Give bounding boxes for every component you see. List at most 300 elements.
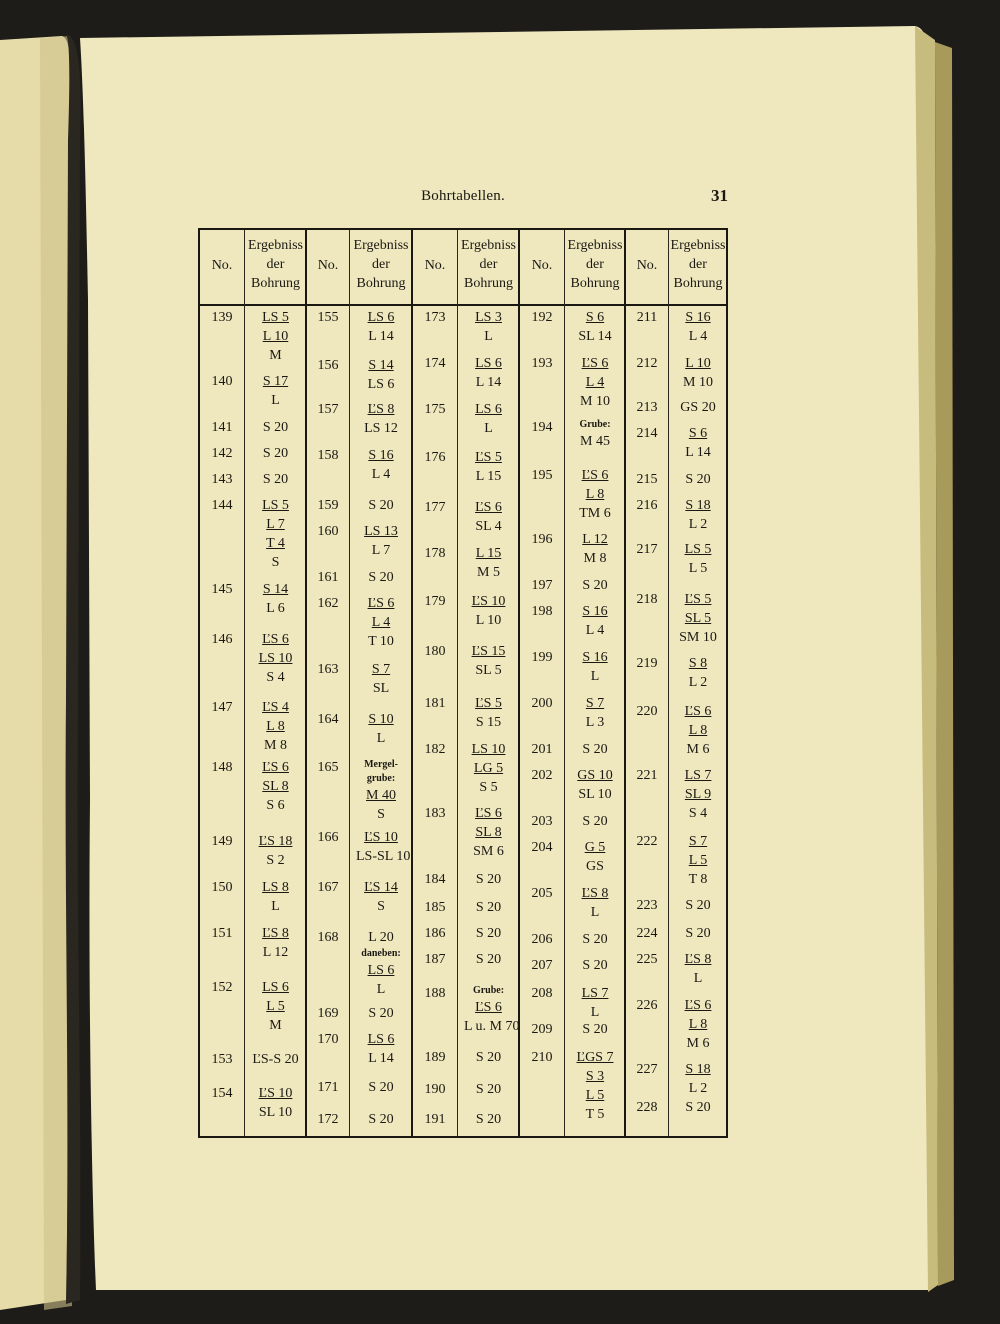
result-line (570, 373, 620, 392)
boring-number: 155 (317, 310, 339, 325)
boring-number: 199 (531, 650, 553, 665)
result-text: S 20 (262, 472, 289, 487)
result-line (250, 327, 301, 346)
result-text: L u. M 70 (464, 1019, 520, 1034)
boring-number: 210 (531, 1050, 553, 1065)
result-line (463, 870, 514, 889)
result-text: S 4 (266, 670, 285, 685)
result-line (570, 530, 620, 549)
result-line (674, 969, 722, 988)
boring-number: 206 (531, 932, 553, 947)
boring-number: 176 (424, 450, 446, 465)
boring-number: 168 (317, 930, 339, 945)
result-line (674, 950, 722, 969)
result-text: S 20 (368, 1112, 394, 1127)
boring-result (463, 1080, 514, 1099)
result-line (570, 418, 620, 432)
boring-number: 222 (636, 834, 658, 849)
result-text: ĽS 6 (684, 704, 712, 719)
result-line (674, 443, 722, 462)
boring-number: 174 (424, 356, 446, 371)
result-text: SL 8 (475, 825, 502, 840)
result-text: S 14 (368, 358, 394, 373)
result-line (570, 485, 620, 504)
boring-number: 187 (424, 952, 446, 967)
result-line (250, 717, 301, 736)
result-text: L 12 (582, 532, 608, 547)
result-text: M 5 (477, 565, 500, 580)
result-text: M 40 (366, 788, 396, 803)
result-line (250, 851, 301, 870)
result-line (570, 984, 620, 1003)
result-text: grube: (366, 773, 396, 784)
result-line (463, 498, 514, 517)
header-word: Ergebniss (461, 238, 516, 253)
result-text: L 8 (688, 723, 708, 738)
result-text: L 4 (585, 375, 605, 390)
boring-result (355, 400, 407, 438)
boring-result (570, 838, 620, 876)
boring-number: 153 (211, 1052, 233, 1067)
result-line (250, 391, 301, 410)
boring-number: 221 (636, 768, 658, 783)
result-text: LS 5 (684, 542, 712, 557)
boring-number: 140 (211, 374, 233, 389)
boring-number: 227 (636, 1062, 658, 1077)
result-text: S 20 (475, 1082, 502, 1097)
boring-result (674, 354, 722, 392)
result-text: S 20 (582, 958, 608, 973)
result-line (463, 998, 514, 1017)
result-line (570, 648, 620, 667)
result-text: S 18 (685, 1062, 711, 1077)
header-word: Bohrung (673, 276, 723, 291)
result-line (674, 1079, 722, 1098)
result-text: S 4 (688, 806, 708, 821)
boring-number: 214 (636, 426, 658, 441)
result-line (674, 373, 722, 392)
result-line (463, 467, 514, 486)
boring-result (674, 702, 722, 759)
result-line (674, 515, 722, 534)
boring-result (674, 654, 722, 692)
result-line (674, 740, 722, 759)
boring-number: 186 (424, 926, 446, 941)
result-text: L (590, 669, 600, 684)
result-text: L 15 (475, 469, 502, 484)
result-text: S 20 (582, 1022, 608, 1037)
result-text: S 20 (475, 952, 502, 967)
result-line (674, 896, 722, 915)
boring-result (355, 710, 407, 748)
boring-result (570, 1048, 620, 1124)
result-line (355, 308, 407, 327)
boring-number: 184 (424, 872, 446, 887)
result-line (463, 327, 514, 346)
result-text: S 6 (266, 798, 285, 813)
result-line (463, 950, 514, 969)
result-text: ĽS 6 (475, 806, 502, 821)
result-line (355, 400, 407, 419)
result-text: L 5 (688, 561, 708, 576)
boring-number: 203 (531, 814, 553, 829)
result-line (674, 308, 722, 327)
result-line (570, 354, 620, 373)
boring-number: 169 (317, 1006, 339, 1021)
result-line (250, 534, 301, 553)
result-text: S (377, 899, 385, 914)
result-text: S 7 (688, 834, 708, 849)
result-line (250, 346, 301, 365)
result-text: L 4 (688, 329, 708, 344)
result-text: L 8 (688, 1017, 708, 1032)
header-no: No. (531, 258, 553, 273)
result-text: ĽS 18 (258, 834, 293, 849)
boring-result (463, 592, 514, 630)
result-text: SL 10 (258, 1105, 293, 1120)
result-text: LS 13 (364, 524, 398, 539)
boring-number: 211 (636, 310, 658, 325)
result-text: LS 6 (262, 980, 289, 995)
result-text: SL 14 (578, 329, 612, 344)
result-line (250, 470, 301, 489)
result-line (570, 956, 620, 975)
result-text: T 8 (688, 872, 708, 887)
boring-number: 215 (636, 472, 658, 487)
result-line (250, 1084, 301, 1103)
result-line (463, 308, 514, 327)
boring-number: 204 (531, 840, 553, 855)
result-text: S 3 (585, 1069, 605, 1084)
boring-number: 217 (636, 542, 658, 557)
result-line (355, 375, 407, 394)
result-text: S 20 (685, 926, 711, 941)
result-line (355, 947, 407, 961)
result-text: ĽS 8 (684, 952, 712, 967)
boring-result (250, 580, 301, 618)
boring-result (463, 448, 514, 486)
result-line (674, 628, 722, 647)
boring-number: 192 (531, 310, 553, 325)
result-line (674, 851, 722, 870)
boring-result (674, 950, 722, 988)
boring-result (355, 928, 407, 999)
boring-number: 172 (317, 1112, 339, 1127)
result-line (570, 903, 620, 922)
result-line (570, 1048, 620, 1067)
result-text: SL 5 (684, 611, 712, 626)
result-line (570, 838, 620, 857)
boring-number: 152 (211, 980, 233, 995)
boring-number: 146 (211, 632, 233, 647)
header-word: Ergebniss (248, 238, 303, 253)
boring-result (463, 950, 514, 969)
boring-result (570, 956, 620, 975)
boring-result (570, 1020, 620, 1039)
boring-number: 198 (531, 604, 553, 619)
boring-result (250, 372, 301, 410)
boring-number: 163 (317, 662, 339, 677)
boring-result (250, 878, 301, 916)
result-line (250, 418, 301, 437)
result-line (674, 424, 722, 443)
header-word: der (689, 257, 707, 272)
boring-number: 207 (531, 958, 553, 973)
result-line (570, 1086, 620, 1105)
result-text: S 16 (582, 604, 608, 619)
result-line (570, 1020, 620, 1039)
result-text: GS 20 (680, 400, 716, 415)
result-text: LS 7 (581, 986, 609, 1001)
result-line (570, 785, 620, 804)
result-text: S 20 (582, 932, 608, 947)
boring-result (463, 354, 514, 392)
result-text: L 10 (475, 613, 502, 628)
boring-number: 190 (424, 1082, 446, 1097)
result-line (355, 496, 407, 515)
result-text: L 14 (685, 445, 711, 460)
result-line (463, 611, 514, 630)
boring-result (570, 694, 620, 732)
boring-result (355, 878, 407, 916)
boring-number: 220 (636, 704, 658, 719)
result-line (250, 496, 301, 515)
result-line (674, 996, 722, 1015)
result-text: S (271, 555, 280, 570)
boring-number: 209 (531, 1022, 553, 1037)
result-line (570, 740, 620, 759)
boring-result (674, 996, 722, 1053)
result-line (250, 978, 301, 997)
result-line (250, 943, 301, 962)
result-line (463, 563, 514, 582)
result-line (355, 594, 407, 613)
boring-number: 167 (317, 880, 339, 895)
result-text: L (271, 393, 280, 408)
result-text: S 20 (475, 872, 502, 887)
boring-result (674, 766, 722, 823)
result-text: LS 10 (471, 742, 506, 757)
boring-number: 165 (317, 760, 339, 775)
result-line (355, 961, 407, 980)
result-text: ĽS 10 (471, 594, 506, 609)
result-text: M 45 (580, 434, 610, 449)
page-header (198, 188, 728, 208)
boring-result (674, 1098, 722, 1117)
result-text: T 4 (266, 536, 285, 551)
result-text: M 6 (686, 1036, 710, 1051)
boring-result (674, 496, 722, 534)
result-text: SL 9 (684, 787, 712, 802)
boring-result (570, 354, 620, 411)
result-text: L 4 (371, 615, 391, 630)
header-word: der (266, 257, 285, 272)
result-line (463, 898, 514, 917)
result-line (355, 613, 407, 632)
boring-result (570, 466, 620, 523)
result-text: S 6 (585, 310, 605, 325)
result-line (463, 778, 514, 797)
result-line (463, 400, 514, 419)
result-line (250, 997, 301, 1016)
result-line (463, 1110, 514, 1129)
boring-result (570, 884, 620, 922)
result-line (570, 466, 620, 485)
result-text: daneben: (361, 948, 401, 959)
result-text: SL 8 (262, 779, 289, 794)
result-line (463, 694, 514, 713)
header-divider (200, 304, 726, 306)
boring-number: 208 (531, 986, 553, 1001)
boring-number: 162 (317, 596, 339, 611)
column-divider (564, 230, 565, 1136)
boring-number: 205 (531, 886, 553, 901)
result-line (250, 758, 301, 777)
boring-number: 147 (211, 700, 233, 715)
result-text: M 8 (583, 551, 607, 566)
result-line (570, 576, 620, 595)
result-line (674, 766, 722, 785)
result-text: SL 10 (578, 787, 612, 802)
result-text: Mergel- (364, 759, 398, 770)
boring-number: 212 (636, 356, 658, 371)
result-line (355, 772, 407, 786)
result-text: L 14 (368, 1051, 394, 1066)
column-divider (349, 230, 350, 1136)
boring-number: 183 (424, 806, 446, 821)
boring-result (674, 308, 722, 346)
header-word: Ergebniss (567, 238, 623, 253)
result-line (674, 721, 722, 740)
result-line (674, 590, 722, 609)
boring-result (463, 400, 514, 438)
boring-number: 143 (211, 472, 233, 487)
result-text: L (590, 905, 600, 920)
result-line (250, 1103, 301, 1122)
result-text: SM 10 (679, 630, 717, 645)
result-text: ĽS 5 (475, 450, 502, 465)
result-line (570, 713, 620, 732)
boring-result (250, 924, 301, 962)
boring-number: 181 (424, 696, 446, 711)
result-text: S 7 (585, 696, 605, 711)
result-text: GS 10 (577, 768, 613, 783)
boring-result (463, 642, 514, 680)
result-line (674, 1015, 722, 1034)
header-no: No. (317, 258, 339, 273)
result-line (355, 1049, 407, 1068)
boring-result (674, 540, 722, 578)
result-line (250, 372, 301, 391)
result-text: LS 6 (367, 310, 395, 325)
result-line (355, 980, 407, 999)
result-text: ĽS 6 (262, 760, 289, 775)
result-text: ĽS 8 (262, 926, 289, 941)
result-line (355, 541, 407, 560)
result-line (250, 630, 301, 649)
result-text: L 5 (688, 853, 708, 868)
result-line (570, 308, 620, 327)
boring-result (570, 740, 620, 759)
header-ergebniss (457, 236, 520, 293)
result-text: L (484, 421, 493, 436)
result-text: S 5 (479, 780, 498, 795)
boring-number: 157 (317, 402, 339, 417)
header-ergebniss (349, 236, 413, 293)
result-line (570, 667, 620, 686)
result-line (355, 632, 407, 651)
result-text: L (376, 982, 386, 997)
result-text: LS 10 (258, 651, 293, 666)
result-line (463, 984, 514, 998)
result-text: LS 8 (262, 880, 289, 895)
header-ergebniss (668, 236, 728, 293)
result-text: S 20 (685, 472, 711, 487)
boring-number: 193 (531, 356, 553, 371)
result-line (355, 356, 407, 375)
result-line (674, 924, 722, 943)
boring-number: 180 (424, 644, 446, 659)
result-line (250, 649, 301, 668)
result-text: S (377, 807, 385, 822)
result-text: S 20 (368, 1006, 394, 1021)
boring-result (355, 568, 407, 587)
result-line (674, 540, 722, 559)
result-text: ĽS 5 (684, 592, 712, 607)
result-line (674, 398, 722, 417)
boring-result (463, 870, 514, 889)
result-line (463, 842, 514, 861)
boring-result (674, 590, 722, 647)
result-text: L (590, 1005, 600, 1020)
boring-number: 142 (211, 446, 233, 461)
result-line (570, 694, 620, 713)
boring-result (250, 470, 301, 489)
result-text: S 20 (475, 900, 502, 915)
result-line (570, 930, 620, 949)
result-line (570, 857, 620, 876)
result-text: S 20 (475, 1112, 502, 1127)
boring-result (674, 1060, 722, 1098)
result-line (570, 1105, 620, 1124)
boring-number: 228 (636, 1100, 658, 1115)
result-text: L 5 (585, 1088, 605, 1103)
result-text: M 10 (580, 394, 610, 409)
result-text: L 10 (262, 329, 289, 344)
boring-result (674, 924, 722, 943)
boring-result (463, 544, 514, 582)
result-text: S 18 (685, 498, 711, 513)
result-line (570, 812, 620, 831)
result-text: S 16 (368, 448, 394, 463)
boring-result (674, 424, 722, 462)
result-text: LS 12 (364, 421, 398, 436)
result-text: LS 6 (475, 356, 502, 371)
result-text: L 15 (475, 546, 502, 561)
result-line (570, 504, 620, 523)
result-line (250, 580, 301, 599)
result-line (570, 884, 620, 903)
result-line (463, 448, 514, 467)
result-line (355, 805, 407, 824)
boring-number: 145 (211, 582, 233, 597)
result-line (250, 444, 301, 463)
boring-result (570, 648, 620, 686)
boring-result (570, 930, 620, 949)
page-number: 31 (711, 186, 728, 205)
result-line (355, 710, 407, 729)
result-text: L 6 (266, 601, 285, 616)
